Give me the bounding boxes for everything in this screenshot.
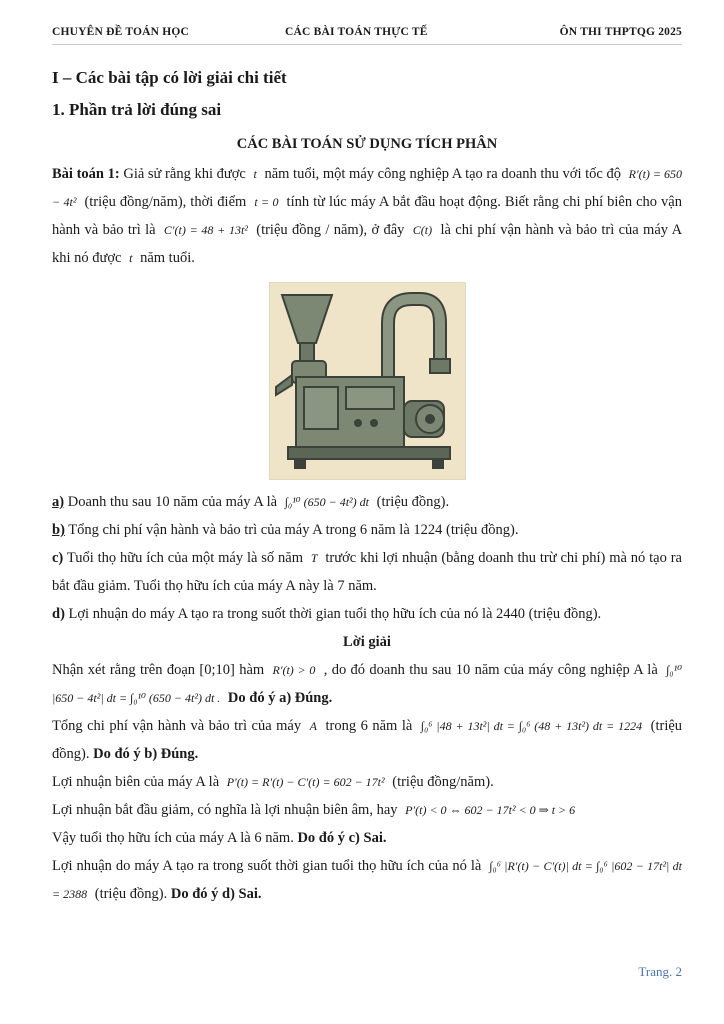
solution-text: (triệu đồng). xyxy=(52,718,683,762)
solution-text: Lợi nhuận bắt đầu giảm, có nghĩa là lợi nhuận biên âm, hay xyxy=(52,802,398,818)
problem-text: là chi phí vận hành và bảo trì của máy A khi nó được xyxy=(52,222,683,266)
solution-text: Tổng chi phí vận hành và bảo trì của máy xyxy=(52,718,302,734)
header-rule xyxy=(52,44,682,45)
solution-step-1 xyxy=(52,656,682,712)
solution-text: , do đó doanh thu sau 10 năm của máy công nghiệp A là xyxy=(323,662,658,678)
problem-text: năm tuổi. xyxy=(140,250,195,266)
page-content xyxy=(52,62,682,908)
header-right: ÔN THI THPTQG 2025 xyxy=(559,26,682,38)
solution-step-4 xyxy=(52,796,682,824)
statement-a xyxy=(52,488,682,516)
math-revenue-rate: R′(t) = 650 − 4t² xyxy=(52,167,683,209)
math-interval: [0;10] xyxy=(199,662,235,678)
math-inequality: P′(t) < 0 ⇔ 602 − 17t² < 0 ⇒ t > 6 xyxy=(405,803,576,817)
verdict: Do đó ý b) Đúng. xyxy=(93,746,199,762)
problem-text: Giả sử rằng khi được xyxy=(123,166,246,182)
problem-label: Bài toán 1: xyxy=(52,166,120,182)
solution-step-3 xyxy=(52,768,682,796)
solution-step-2 xyxy=(52,712,682,768)
problem-text: (triệu đồng / năm), ở đây xyxy=(256,222,405,238)
problem-text: (triệu đồng/năm), thời điểm xyxy=(84,194,247,210)
problem-text: năm tuổi, một máy công nghiệp A tạo ra doanh thu với tốc độ xyxy=(264,166,621,182)
statement-d xyxy=(52,600,682,628)
math-t: t xyxy=(129,251,133,265)
solution-step-6 xyxy=(52,852,682,908)
math-t: t xyxy=(253,167,257,181)
verdict: Do đó ý a) Đúng. xyxy=(227,690,333,706)
math-cost-rate: C′(t) = 48 + 13t² xyxy=(163,223,248,237)
math-inequality: R′(t) > 0 xyxy=(272,663,316,677)
statement-c xyxy=(52,544,682,600)
page-header xyxy=(52,26,682,44)
solution-text: (triệu đồng). xyxy=(94,886,168,902)
verdict: Do đó ý c) Sai. xyxy=(297,830,387,846)
statement-text: Tổng chi phí vận hành và bảo trì của máy A trong 6 năm là 1224 (triệu đồng). xyxy=(68,522,519,538)
section-heading-2: 1. Phần trả lời đúng sai xyxy=(52,100,222,119)
statement-text: trước khi lợi nhuận (bằng doanh thu trừ chi phí) mà nó tạo ra bắt đầu giảm. Tuổi thọ hữu ích của máy A này là 7 năm. xyxy=(52,550,682,594)
math-t0: t = 0 xyxy=(254,195,279,209)
header-left: CHUYÊN ĐỀ TOÁN HỌC xyxy=(52,26,190,38)
section-heading-1: I – Các bài tập có lời giải chi tiết xyxy=(52,68,287,87)
problem-text: tính từ lúc máy A bắt đầu hoạt động. Biết rằng chi phí biên cho vận hành và bảo trì là xyxy=(52,194,682,238)
statement-b xyxy=(52,516,682,544)
industrial-machine-icon xyxy=(269,282,466,480)
solution-text: Vậy tuổi thọ hữu ích của máy A là 6 năm. xyxy=(52,830,294,846)
solution-text: hàm xyxy=(239,662,265,678)
statement-label: b) xyxy=(52,522,65,538)
page-number: Trang. 2 xyxy=(638,964,682,979)
verdict: Do đó ý d) Sai. xyxy=(170,886,262,902)
header-center: CÁC BÀI TOÁN THỰC TẾ xyxy=(285,26,428,38)
math-A: A xyxy=(309,719,317,733)
math-T: T xyxy=(310,551,318,565)
solution-text: (triệu đồng/năm). xyxy=(392,774,494,790)
statement-label: c) xyxy=(52,550,64,566)
solution-text: trong 6 năm là xyxy=(325,718,413,734)
solution-text: Nhận xét rằng trên đoạn xyxy=(52,662,196,678)
math-integral: ∫₀¹⁰ (650 − 4t²) dt xyxy=(284,495,369,509)
topic-title: CÁC BÀI TOÁN SỬ DỤNG TÍCH PHÂN xyxy=(236,136,498,152)
statement-text: Lợi nhuận do máy A tạo ra trong suốt thời gian tuổi thọ hữu ích của nó là 2440 (triệu đồng). xyxy=(68,606,602,622)
math-cost: C(t) xyxy=(412,223,433,237)
math-integral: ∫₀⁶ |48 + 13t²| dt = ∫₀⁶ (48 + 13t²) dt = 1224 xyxy=(420,719,643,733)
statement-text: (triệu đồng). xyxy=(376,494,450,510)
statement-label: a) xyxy=(52,494,65,510)
solution-step-5 xyxy=(52,824,682,852)
statement-text: Doanh thu sau 10 năm của máy A là xyxy=(67,494,278,510)
solution-text: Lợi nhuận biên của máy A là xyxy=(52,774,220,790)
solution-text: Lợi nhuận do máy A tạo ra trong suốt thời gian tuổi thọ hữu ích của nó là xyxy=(52,858,482,874)
statement-text: Tuổi thọ hữu ích của một máy là số năm xyxy=(66,550,303,566)
math-profit-rate: P′(t) = R′(t) − C′(t) = 602 − 17t² xyxy=(226,775,385,789)
image-container xyxy=(52,282,682,480)
math-integral: ∫₀¹⁰ |650 − 4t²| dt = ∫₀¹⁰ (650 − 4t²) dt . xyxy=(52,663,683,705)
solution-title: Lời giải xyxy=(343,634,391,650)
problem-statement xyxy=(52,160,682,272)
math-integral: ∫₀⁶ |R′(t) − C′(t)| dt = ∫₀⁶ |602 − 17t²| dt = 2388 xyxy=(52,859,682,901)
statement-label: d) xyxy=(52,606,65,622)
